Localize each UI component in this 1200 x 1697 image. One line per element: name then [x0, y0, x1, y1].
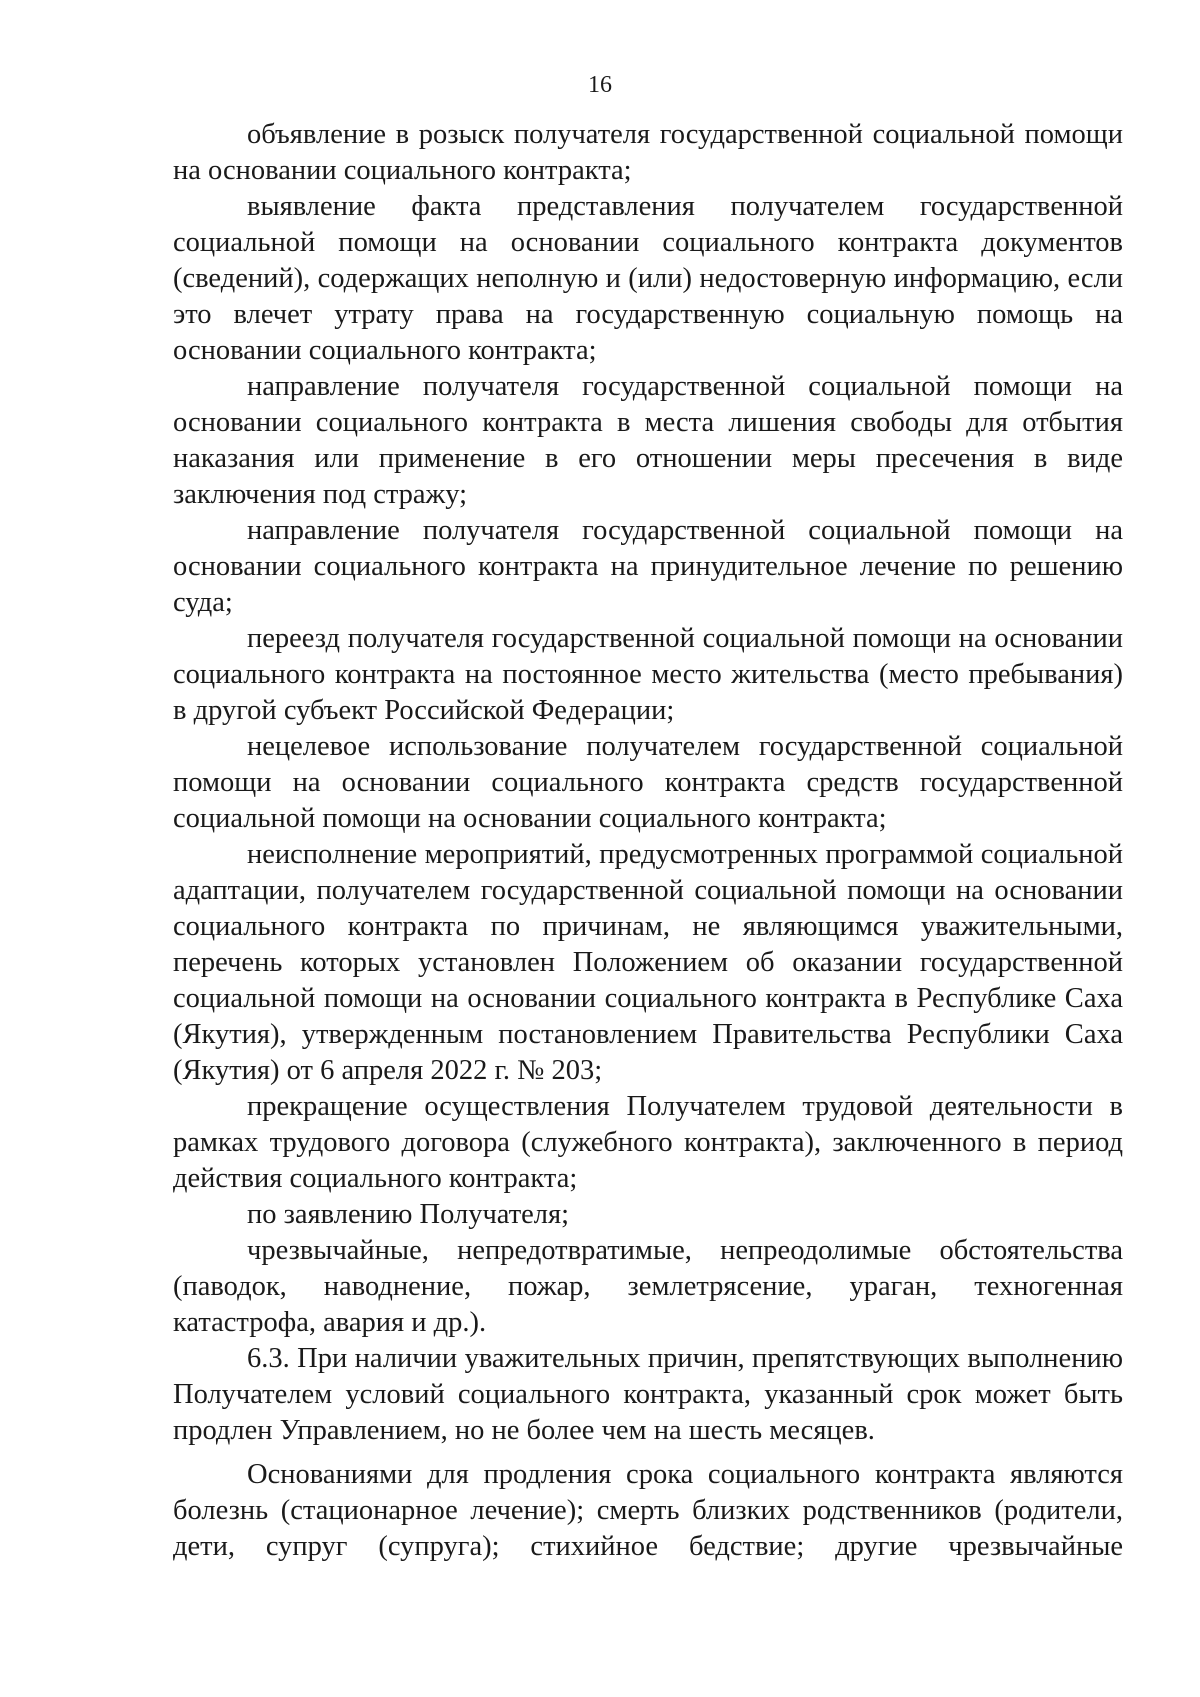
paragraph-false-documents: выявление факта представления получателем государственной социальной помощи на основании социального контракта документов (сведений), содержащих неполную и (или) недостоверную информацию, если это влечет утрату права на государственную социальную помощь на основании социального контракта; [173, 191, 1123, 366]
paragraph-forced-treatment: направление получателя государственной социальной помощи на основании социального контракта на принудительное лечение по решению суда; [173, 515, 1123, 618]
paragraph-employment-termination: прекращение осуществления Получателем трудовой деятельности в рамках трудового договора (служебного контракта), заключенного в период действия социального контракта; [173, 1091, 1123, 1194]
paragraph-non-fulfillment: неисполнение мероприятий, предусмотренных программой социальной адаптации, получателем государственной социальной помощи на основании социального контракта по причинам, не являющимся уважительными, перечень которых установлен Положением об оказании государственной социальной помощи на основании социального контракта в Республике Саха (Якутия), утвержденным постановлением Правительства Республики Саха (Якутия) от 6 апреля 2022 г. № 203; [173, 839, 1123, 1086]
paragraph-imprisonment: направление получателя государственной социальной помощи на основании социального контракта в места лишения свободы для отбытия наказания или применение в его отношении меры пресечения в виде заключения под стражу; [173, 371, 1123, 510]
paragraph-misuse-of-funds: нецелевое использование получателем государственной социальной помощи на основании социального контракта средств государственной социальной помощи на основании социального контракта; [173, 731, 1123, 834]
page-number: 16 [588, 72, 612, 98]
paragraph-search-declaration: объявление в розыск получателя государственной социальной помощи на основании социального контракта; [173, 119, 1123, 186]
paragraph-force-majeure: чрезвычайные, непредотвратимые, непреодолимые обстоятельства (паводок, наводнение, пожар, землетрясение, ураган, техногенная катастрофа, авария и др.). [173, 1235, 1123, 1338]
paragraph-section-6-3: 6.3. При наличии уважительных причин, препятствующих выполнению Получателем условий социального контракта, указанный срок может быть продлен Управлением, но не более чем на шесть месяцев. [173, 1343, 1123, 1446]
paragraph-by-application: по заявлению Получателя; [247, 1199, 570, 1230]
paragraph-extension-grounds: Основаниями для продления срока социального контракта являются болезнь (стационарное лечение); смерть близких родственников (родители, дети, супруг (супруга); стихийное бедствие; другие чрезвычайные [173, 1459, 1123, 1562]
paragraph-relocation: переезд получателя государственной социальной помощи на основании социального контракта на постоянное место жительства (место пребывания) в другой субъект Российской Федерации; [173, 623, 1123, 726]
document-body [173, 117, 1123, 1565]
